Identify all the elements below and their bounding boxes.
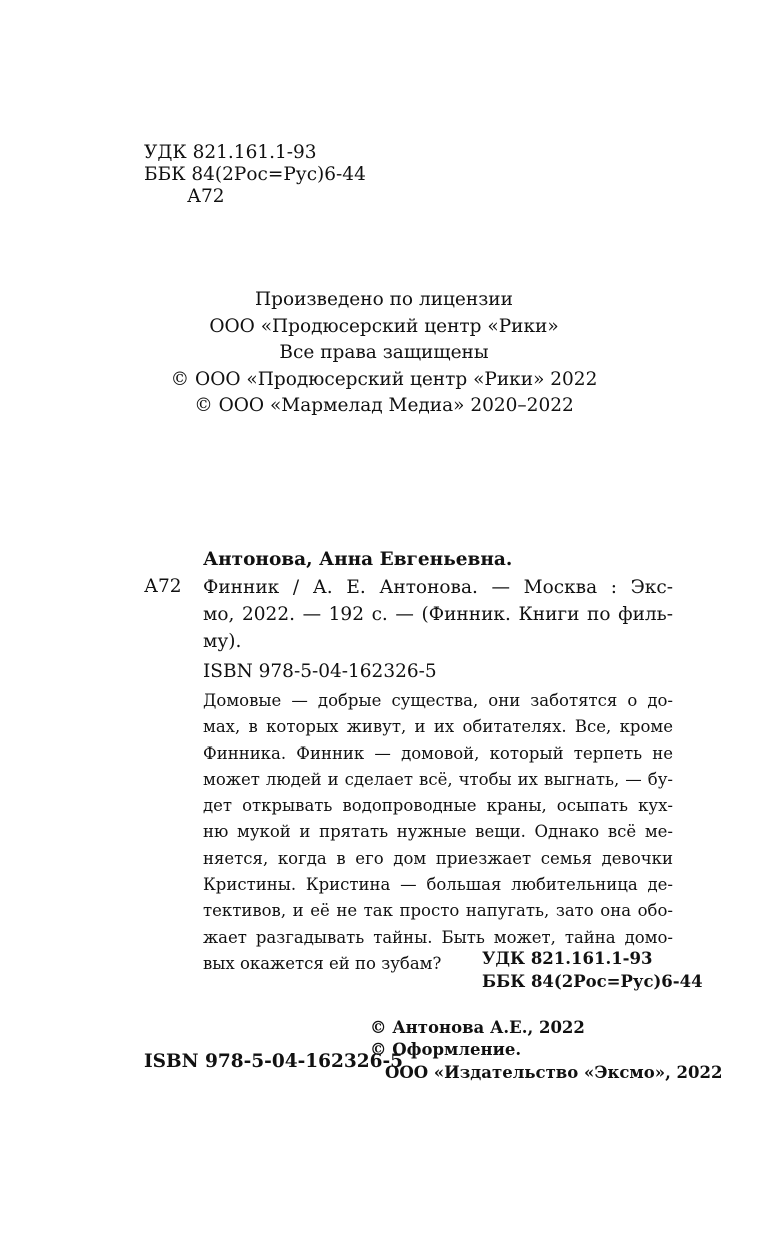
bibliographic-description <box>203 574 673 655</box>
annotation-line: ню мукой и прятать нужные вещи. Однако всё ме- <box>203 822 673 842</box>
copyright-publisher: ООО «Издательство «Эксмо», 2022 <box>385 1063 723 1082</box>
annotation-line: Кристины. Кристина — большая любительница де- <box>203 875 673 895</box>
annotation <box>203 688 673 977</box>
annotation-line: мах, в которых живут, и их обитателях. Все, кроме <box>203 717 673 737</box>
description-line: мо, 2022. — 192 с. — (Финник. Книги по филь- <box>203 604 673 625</box>
license-block <box>0 287 768 420</box>
copyright-author: © Антонова А.Е., 2022 <box>370 1018 585 1037</box>
bbk-top: ББК 84(2Рос=Рус)6-44 <box>144 164 366 185</box>
annotation-line: дет открывать водопроводные краны, осыпать кух- <box>203 796 673 816</box>
author-heading: Антонова, Анна Евгеньевна. <box>203 549 513 570</box>
annotation-line: Финника. Финник — домовой, который терпеть не <box>203 743 673 763</box>
license-line: Произведено по лицензии <box>255 289 513 310</box>
udk-top: УДК 821.161.1-93 <box>144 142 317 163</box>
isbn-card: ISBN 978-5-04-162326-5 <box>203 661 437 682</box>
udk-card: УДК 821.161.1-93 <box>482 949 653 968</box>
annotation-line: тективов, и её не так просто напугать, зато она обо- <box>203 901 673 921</box>
author-sign-top: А72 <box>187 186 225 207</box>
isbn-footer: ISBN 978-5-04-162326-5 <box>144 1051 404 1072</box>
author-sign-card: А72 <box>144 576 182 597</box>
annotation-line: может людей и сделает всё, чтобы их выгнать, — бу- <box>203 769 673 789</box>
annotation-line: Домовые — добрые существа, они заботятся о до- <box>203 691 673 710</box>
license-line: © ООО «Продюсерский центр «Рики» 2022 <box>170 368 598 390</box>
license-line: ООО «Продюсерский центр «Рики» <box>209 315 559 337</box>
license-line: Все права защищены <box>279 342 489 363</box>
annotation-line: няется, когда в его дом приезжает семья девочки <box>203 848 673 868</box>
copyright-design: © Оформление. <box>370 1040 522 1059</box>
license-line: © ООО «Мармелад Медиа» 2020–2022 <box>194 395 574 416</box>
bbk-card: ББК 84(2Рос=Рус)6-44 <box>482 972 703 991</box>
annotation-line: вых окажется ей по зубам? <box>203 953 442 973</box>
description-line: му). <box>203 631 242 652</box>
annotation-line: жает разгадывать тайны. Быть может, тайна домо- <box>203 927 673 947</box>
description-line: Финник / А. Е. Антонова. — Москва : Экс- <box>203 577 673 598</box>
